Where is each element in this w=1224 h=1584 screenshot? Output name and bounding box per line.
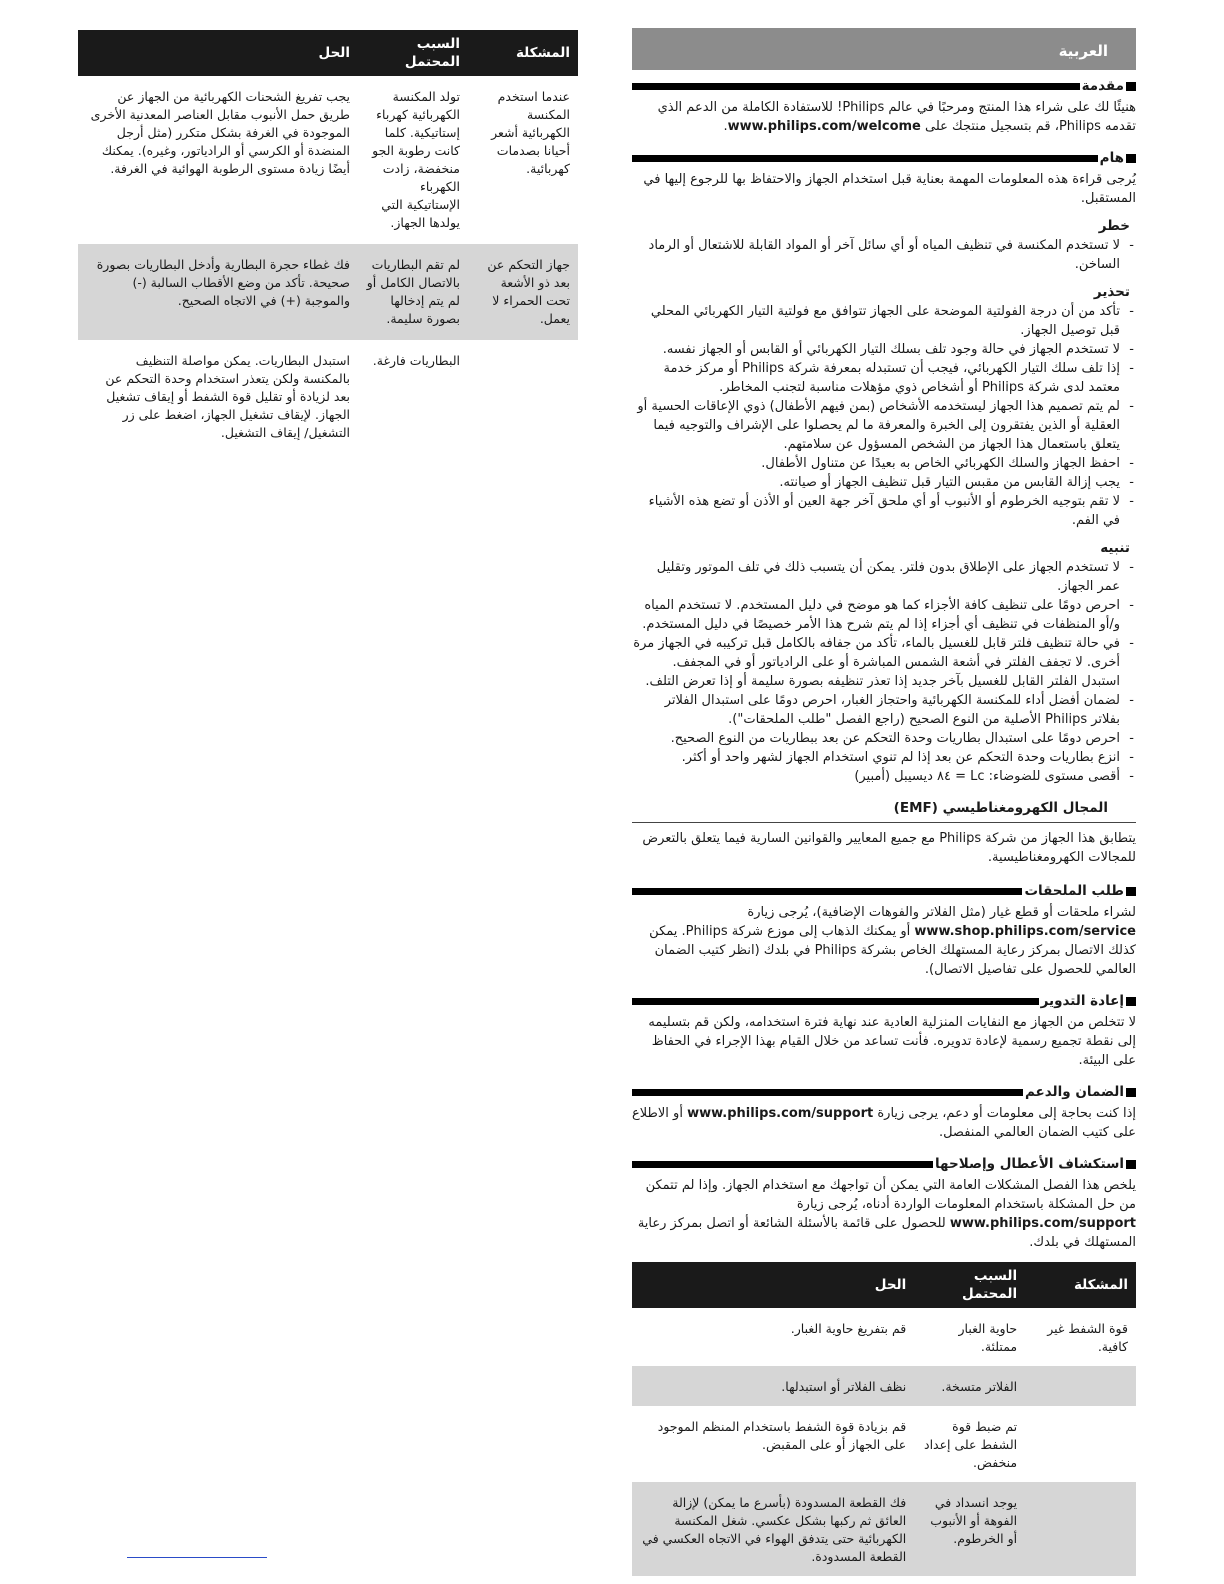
heading-marker [1126,154,1136,163]
cell-problem: عندما استخدم المكنسة الكهربائية أشعر أحيانا بصدمات كهربائية. [491,89,570,176]
caution-heading: تنبيه [1100,540,1130,556]
header-cause: السبب المحتمل [914,1262,1025,1308]
cell-cause: حاوية الغبار ممتلئة. [958,1321,1018,1354]
important-paragraph: يُرجى قراءة هذه المعلومات المهمة بعناية قبل استخدام الجهاز والاحتفاظ بها للرجوع إليها في المستقبل. [643,172,1136,206]
table-row [632,1482,1136,1576]
section-heading-troubleshooting [632,1156,1136,1172]
section-title: استكشاف الأعطال وإصلاحها [934,1156,1124,1172]
cell-problem [1025,1482,1136,1576]
section-heading-accessories [632,883,1136,899]
guarantee-paragraph: إذا كنت بحاجة إلى معلومات أو دعم، يرجى زيارة www.philips.com/support أو الاطلاع على كتيب الضمان العالمي المنفصل. [632,1106,1136,1140]
emf-heading: المجال الكهرومغناطيسي (EMF) [893,800,1108,816]
table-row [78,244,578,340]
cell-problem [1025,1406,1136,1482]
heading-marker [1126,1088,1136,1097]
recycling-paragraph: لا تتخلص من الجهاز مع النفايات المنزلية العادية عند نهاية فترة استخدامه، ولكن قم بتسليمه إلى نقطة تجميع رسمية لإعادة تدويره. فأنت تساعد من خلال القيام بهذا الإجراء في الحفاظ على البيئة. [648,1015,1136,1068]
cell-solution: استبدل البطاريات. يمكن مواصلة التنظيف بالمكنسة ولكن يتعذر استخدام وحدة التحكم عن بعد لزيادة أو تقليل قوة الشفط أو إيقاف تشغيل الجهاز. لإيقاف تشغيل الجهاز، اضغط على زر التشغيل/ إيقاف التشغيل. [105,353,350,440]
list-item: - انزع بطاريات وحدة التحكم عن بعد إذا لم تنوي استخدام الجهاز لشهر واحد أو أكثر. [632,748,1136,767]
section-heading-guarantee [632,1084,1136,1100]
list-item: - لا تستخدم الجهاز على الإطلاق بدون فلتر. يمكن أن يتسبب ذلك في تلف الموتور وتقليل عمر الجهاز. [632,558,1136,596]
cell-solution: نظف الفلاتر أو استبدلها. [632,1366,914,1406]
list-item: - احرص دومًا على تنظيف كافة الأجزاء كما هو موضح في دليل المستخدم. لا تستخدم المياه و/أو المنظفات في تنظيف أي أجزاء إذا لم يتم شرح هذا الأمر خصيصًا في دليل المستخدم. [632,596,1136,634]
table-row [78,76,578,244]
cell-cause: تم ضبط قوة الشفط على إعداد منخفض. [924,1419,1018,1470]
list-item: - لا تقم بتوجيه الخرطوم أو الأنبوب أو أي ملحق آخر جهة العين أو الأذن أو تضع هذه الأشياء في الفم. [632,492,1136,530]
section-heading-intro [632,78,1136,94]
list-item: - لا تستخدم المكنسة في تنظيف المياه أو أي سائل آخر أو المواد القابلة للاشتعال أو الرماد الساخن. [632,236,1136,274]
language-banner: العربية [632,28,1136,70]
danger-list [632,236,1136,274]
header-solution: الحل [632,1262,914,1308]
heading-rule [632,1161,933,1168]
footnote-rule [127,1557,267,1558]
cell-cause: الفلاتر متسخة. [914,1366,1025,1406]
cell-solution: قم بزيادة قوة الشفط باستخدام المنظم الموجود على الجهاز أو على المقبض. [657,1419,907,1452]
support-link[interactable]: www.philips.com/support [949,1216,1136,1231]
cell-cause: لم تقم البطاريات بالاتصال الكامل أو لم يتم إدخالها بصورة سليمة. [358,244,468,340]
list-item: - يجب إزالة القابس من مقبس التيار قبل تنظيف الجهاز أو صيانته. [632,473,1136,492]
header-problem: المشكلة [468,30,578,76]
heading-rule [632,155,1098,162]
troubleshooting-paragraph: يلخص هذا الفصل المشكلات العامة التي يمكن أن تواجهك مع استخدام الجهاز. وإذا لم تتمكن من حل المشكلة باستخدام المعلومات الواردة أدناه، يُرجى زيارة www.philips.com/support للحصول على قائمة بالأسئلة الشائعة أو اتصل بمركز رعاية المستهلك في بلدك. [637,1178,1136,1250]
heading-rule [632,998,1039,1005]
list-item: - احفظ الجهاز والسلك الكهربائي الخاص به بعيدًا عن متناول الأطفال. [632,454,1136,473]
troubleshooting-table [632,1262,1136,1576]
cell-problem: قوة الشفط غير كافية. [1047,1321,1128,1354]
cell-problem: جهاز التحكم عن بعد ذو الأشعة تحت الحمراء لا يعمل. [468,244,578,340]
cell-cause: يوجد انسداد في الفوهة أو الأنبوب أو الخرطوم. [914,1482,1025,1576]
cell-cause: البطاريات فارغة. [372,353,460,368]
table-row [632,1366,1136,1406]
list-item: - لا تستخدم الجهاز في حالة وجود تلف بسلك التيار الكهربائي أو القابس أو الجهاز نفسه. [632,340,1136,359]
heading-rule [632,1089,1023,1096]
heading-marker [1126,887,1136,896]
cell-problem [1025,1366,1136,1406]
section-title: مقدمة [1081,78,1124,94]
list-item: - لضمان أفضل أداء للمكنسة الكهربائية واحتجاز الغبار، احرص دومًا على استبدال الفلاتر بفلاتر Philips الأصلية من النوع الصحيح (راجع الفصل "طلب الملحقات"). [632,691,1136,729]
table-row [632,1308,1136,1366]
section-heading-recycling [632,993,1136,1009]
table-row [78,340,578,454]
header-problem: المشكلة [1025,1262,1136,1308]
heading-rule [632,888,1022,895]
list-item: - إذا تلف سلك التيار الكهربائي، فيجب أن تستبدله بمعرفة شركة Philips أو مركز خدمة معتمد لدى شركة Philips أو أشخاص ذوي مؤهلات مناسبة لتجنب المخاطر. [632,359,1136,397]
shop-link[interactable]: www.shop.philips.com/service [914,924,1136,939]
intro-paragraph: هنيئًا لك على شراء هذا المنتج ومرحبًا في عالم Philips! للاستفادة الكاملة من الدعم الذي تقدمه Philips، قم بتسجيل منتجك على www.philips.com/welcome. [657,100,1136,134]
list-item: - أقصى مستوى للضوضاء: Lc = ٨٤ ديسيبل (أمبير) [632,767,1136,786]
list-item: - احرص دومًا على استبدال بطاريات وحدة التحكم عن بعد ببطاريات من النوع الصحيح. [632,729,1136,748]
section-title: طلب الملحقات [1024,883,1124,899]
cell-problem [468,340,578,454]
support-link[interactable]: www.philips.com/support [687,1106,874,1121]
table-row [632,1406,1136,1482]
heading-marker [1126,997,1136,1006]
list-item: - تأكد من أن درجة الفولتية الموضحة على الجهاز تتوافق مع فولتية التيار الكهربائي المحلي قبل توصيل الجهاز. [632,302,1136,340]
section-heading-important [632,150,1136,166]
section-title: إعادة التدوير [1040,993,1124,1009]
emf-rule [632,822,1136,823]
accessories-paragraph: لشراء ملحقات أو قطع غيار (مثل الفلاتر والفوهات الإضافية)، يُرجى زيارة www.shop.philips.com/service أو يمكنك الذهاب إلى موزع شركة Philips. يمكن كذلك الاتصال بمركز رعاية المستهلك الخاص بشركة Philips في بلدك (انظر كتيب الضمان العالمي للحصول على تفاصيل الاتصال). [649,905,1136,977]
cell-solution: فك القطعة المسدودة (بأسرع ما يمكن) لإزالة العائق ثم ركبها بشكل عكسي. شغل المكنسة الكهربائية حتى يتدفق الهواء في الاتجاه العكسي في القطعة المسدودة. [632,1482,914,1576]
main-column [632,28,1136,1576]
emf-paragraph: يتطابق هذا الجهاز من شركة Philips مع جميع المعايير والقوانين السارية فيما يتعلق بالتعرض للمجالات الكهرومغناطيسية. [642,831,1136,865]
section-title: الضمان والدعم [1024,1084,1124,1100]
cell-solution: قم بتفريغ حاوية الغبار. [790,1321,907,1336]
danger-heading: خطر [1098,218,1130,234]
caution-list [632,558,1136,786]
cell-solution: يجب تفريغ الشحنات الكهربائية من الجهاز عن طريق حمل الأنبوب مقابل العناصر المعدنية الأخرى الموجودة في الغرفة بشكل متكرر (مثل أرجل المنضدة أو الكرسي أو الرادياتور، وغيره). يمكنك أيضًا زيادة مستوى الرطوبة الهوائية في الغرفة. [90,89,350,176]
list-item: - في حالة تنظيف فلتر قابل للغسيل بالماء، تأكد من جفافه بالكامل قبل تركيبه في الجهاز مرة أخرى. لا تجفف الفلتر في أشعة الشمس المباشرة أو على الرادياتور أو في المجفف. استبدل الفلتر القابل للغسيل بآخر جديد إذا تعذر تنظيفه بصورة سليمة أو إذا تعرض التلف. [632,634,1136,691]
welcome-link[interactable]: www.philips.com/welcome [727,119,921,134]
heading-marker [1126,82,1136,91]
list-item: - لم يتم تصميم هذا الجهاز ليستخدمه الأشخاص (بمن فيهم الأطفال) ذوي الإعاقات الحسية أو العقلية أو الذين يفتقرون إلى الخبرة والمعرفة ما لم يحصلوا على الإشراف والتوجيه فيما يتعلق باستعمال هذا الجهاز من الشخص المسؤول عن سلامتهم. [632,397,1136,454]
warning-heading: تحذير [1093,284,1130,300]
heading-marker [1126,1160,1136,1169]
heading-rule [632,83,1080,90]
troubleshooting-table-continued [78,30,578,454]
section-title: هام [1099,150,1124,166]
warning-list [632,302,1136,530]
cell-cause: تولد المكنسة الكهربائية كهرباء إستاتيكية. كلما كانت رطوبة الجو منخفضة، زادت الكهرباء الإستاتيكية التي يولدها الجهاز. [372,89,460,230]
cell-solution: فك غطاء حجرة البطارية وأدخل البطاريات بصورة صحيحة. تأكد من وضع الأقطاب السالبة (-) والموجبة (+) في الاتجاه الصحيح. [78,244,358,340]
header-cause: السبب المحتمل [358,30,468,76]
header-solution: الحل [78,30,358,76]
